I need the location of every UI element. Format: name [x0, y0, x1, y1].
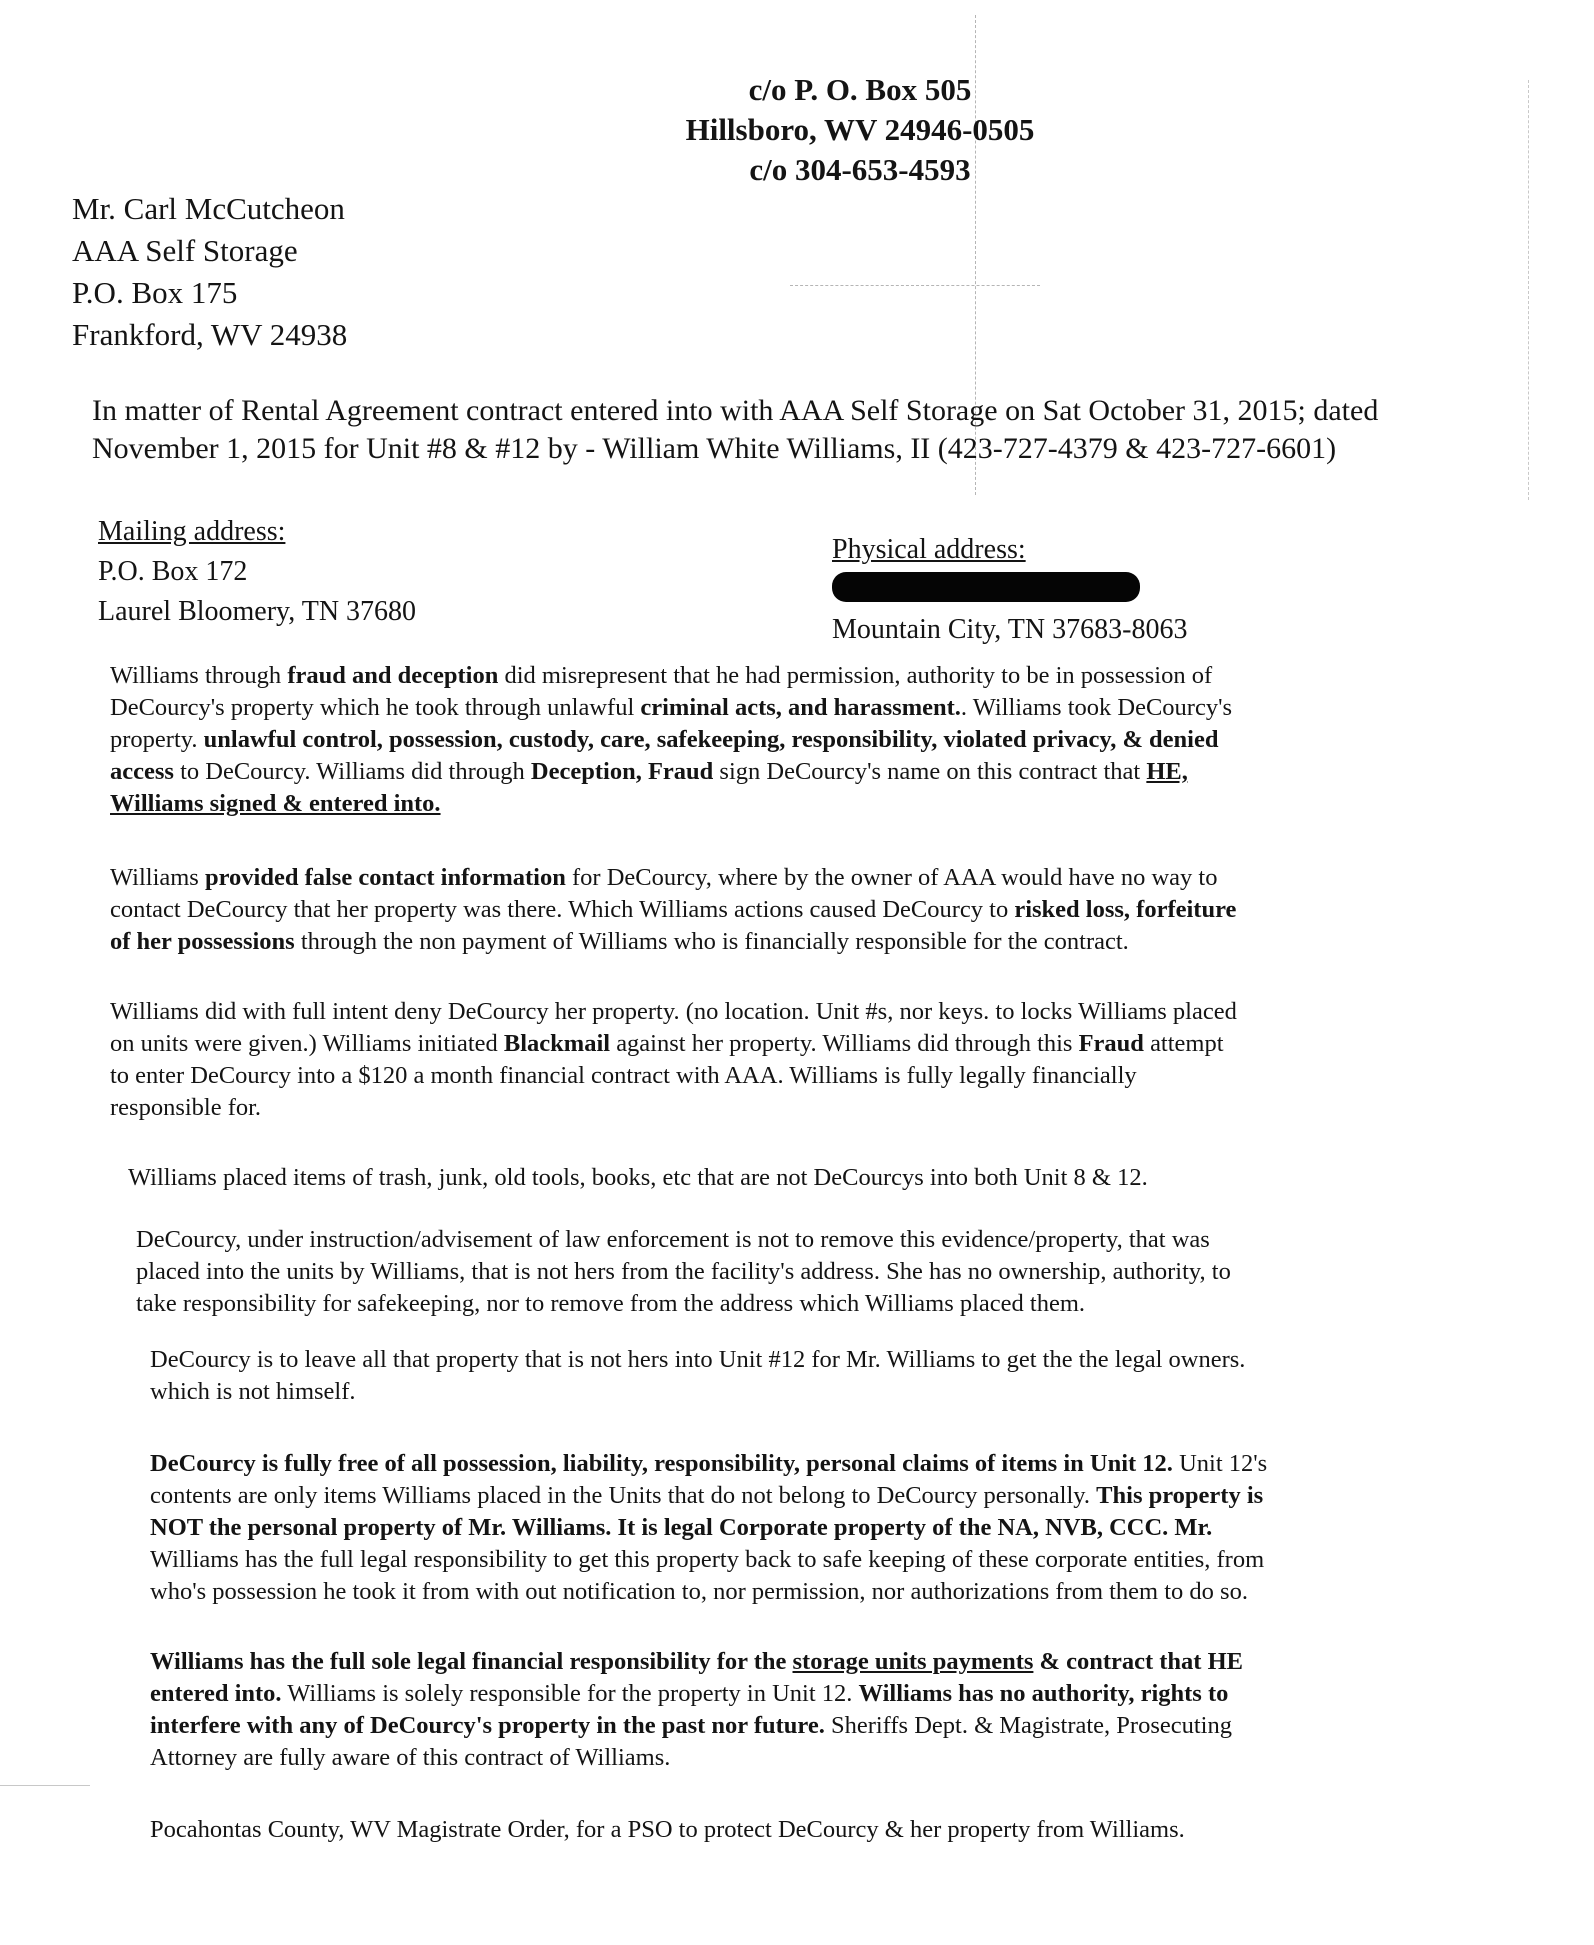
mailing-address-label: Mailing address:: [98, 516, 286, 547]
matter-heading: [92, 392, 1378, 468]
text-run: sign DeCourcy's name on this contract that: [713, 758, 1147, 785]
text-run-bold: This property is: [1096, 1482, 1264, 1509]
text-run: . Williams took DeCourcy's: [960, 694, 1233, 721]
text-line: DeCourcy, under instruction/advisement of law enforcement is not to remove this evidence/property, that was: [136, 1226, 1210, 1253]
paragraph-financial-responsibility: [150, 1646, 1243, 1774]
matter-line: In matter of Rental Agreement contract entered into with AAA Self Storage on Sat October 31, 2015; dated: [92, 394, 1379, 427]
text-line: take responsibility for safekeeping, nor to remove from the address which Williams placed them.: [136, 1290, 1086, 1317]
text-run: to DeCourcy. Williams did through: [173, 758, 531, 785]
text-run-bold: NOT the personal property of Mr. Williams. It is legal Corporate property of the NA, NVB, CCC. Mr.: [150, 1514, 1213, 1541]
text-line: Williams has the full legal responsibility to get this property back to safe keeping of these corporate entities, from: [150, 1546, 1265, 1573]
recipient-company: AAA Self Storage: [72, 233, 298, 268]
text-run-bold: provided false contact information: [204, 864, 566, 891]
paragraph-false-contact: [110, 862, 1236, 958]
redaction-bar: [832, 572, 1140, 602]
mailing-address-line: Laurel Bloomery, TN 37680: [98, 596, 417, 627]
recipient-city: Frankford, WV 24938: [72, 317, 348, 352]
physical-address-city: Mountain City, TN 37683-8063: [832, 614, 1188, 645]
text-line: Pocahontas County, WV Magistrate Order, for a PSO to protect DeCourcy & her property from Williams.: [150, 1816, 1185, 1843]
text-run-bold-underlined: Williams signed & entered into.: [110, 790, 441, 817]
sender-phone: c/o 304-653-4593: [749, 152, 971, 187]
mailing-address: [98, 512, 416, 632]
text-run-bold: Fraud: [1078, 1030, 1144, 1057]
text-run: attempt: [1143, 1030, 1224, 1057]
text-run: through the non payment of Williams who is financially responsible for the contract.: [294, 928, 1129, 955]
text-line: Williams placed items of trash, junk, old tools, books, etc that are not DeCourcys into both Unit 8 & 12.: [128, 1164, 1148, 1191]
paragraph-law-enforcement: [136, 1224, 1231, 1320]
text-run-bold: criminal acts, and harassment.: [640, 694, 961, 721]
text-run: against her property. Williams did through this: [610, 1030, 1079, 1057]
text-run-bold: Williams has the full sole legal financial responsibility for the: [150, 1648, 793, 1675]
scan-line-vertical-right: [1528, 80, 1529, 500]
recipient-po-box: P.O. Box 175: [72, 275, 238, 310]
text-line: placed into the units by Williams, that is not hers from the facility's address. She has no ownership, authority, to: [136, 1258, 1231, 1285]
text-run-bold: Deception, Fraud: [530, 758, 714, 785]
scan-line-horizontal: [790, 285, 1040, 286]
text-line: responsible for.: [110, 1094, 262, 1121]
text-run-bold: interfere with any of DeCourcy's property in the past nor future.: [150, 1712, 825, 1739]
paragraph-blackmail: [110, 996, 1237, 1124]
text-run: Williams is solely responsible for the property in Unit 12.: [281, 1680, 859, 1707]
text-run: contact DeCourcy that her property was there. Which Williams actions caused DeCourcy to: [110, 896, 1015, 923]
text-run-bold: entered into.: [150, 1680, 282, 1707]
text-run-bold-underlined: storage units payments: [792, 1648, 1034, 1675]
matter-line: November 1, 2015 for Unit #8 & #12 by - William White Williams, II (423-727-4379 & 423-727-6601): [92, 432, 1337, 465]
text-run-bold: unlawful control, possession, custody, care, safekeeping, responsibility, violated privacy, & denied: [203, 726, 1219, 753]
text-run: contents are only items Williams placed in the Units that do not belong to DeCourcy personally.: [150, 1482, 1097, 1509]
text-run-bold: fraud and deception: [287, 662, 499, 689]
text-run: Williams through: [110, 662, 288, 689]
text-run-bold: DeCourcy is fully free of all possession, liability, responsibility, personal claims of items in Unit 12.: [150, 1450, 1173, 1477]
text-line: who's possession he took it from with out notification to, nor permission, nor authorizations from them to do so.: [150, 1578, 1248, 1605]
text-run: for DeCourcy, where by the owner of AAA would have no way to: [565, 864, 1218, 891]
paragraph-liability: [150, 1448, 1267, 1608]
text-run: Sheriffs Dept. & Magistrate, Prosecuting: [824, 1712, 1232, 1739]
text-run-bold: Williams has no authority, rights to: [858, 1680, 1229, 1707]
text-run: on units were given.) Williams initiated: [110, 1030, 504, 1057]
sender-city: Hillsboro, WV 24946-0505: [685, 112, 1035, 147]
text-line: Attorney are fully aware of this contract of Williams.: [150, 1744, 671, 1771]
paragraph-unit-12: [150, 1344, 1245, 1408]
text-run-bold: access: [110, 758, 174, 785]
sender-address: [660, 70, 1060, 190]
text-line: Williams did with full intent deny DeCourcy her property. (no location. Unit #s, nor keys. to locks Williams placed: [110, 998, 1237, 1025]
text-line: DeCourcy is to leave all that property that is not hers into Unit #12 for Mr. Williams to get the the legal owners.: [150, 1346, 1246, 1373]
sender-po-box: c/o P. O. Box 505: [748, 72, 972, 107]
text-run: Unit 12's: [1172, 1450, 1268, 1477]
text-run-bold: Blackmail: [503, 1030, 611, 1057]
text-run-bold: risked loss, forfeiture: [1014, 896, 1237, 923]
text-run: Williams: [110, 864, 205, 891]
physical-address-label: Physical address:: [832, 534, 1026, 565]
text-line: to enter DeCourcy into a $120 a month financial contract with AAA. Williams is fully legally financially: [110, 1062, 1137, 1089]
text-run: DeCourcy's property which he took through unlawful: [110, 694, 641, 721]
text-run-bold: of her possessions: [110, 928, 295, 955]
scan-line-horizontal-left: [0, 1785, 90, 1786]
paragraph-fraud: [110, 660, 1232, 820]
text-line: which is not himself.: [150, 1378, 356, 1405]
paragraph-trash-items: [128, 1162, 1148, 1194]
text-run: did misrepresent that he had permission, authority to be in possession of: [498, 662, 1213, 689]
recipient-address: [72, 188, 347, 356]
recipient-name: Mr. Carl McCutcheon: [72, 191, 345, 226]
paragraph-magistrate-order: [150, 1814, 1185, 1846]
text-run-bold-underlined: HE,: [1146, 758, 1188, 785]
text-run: property.: [110, 726, 204, 753]
text-run-bold: & contract that HE: [1033, 1648, 1243, 1675]
mailing-address-line: P.O. Box 172: [98, 556, 248, 587]
